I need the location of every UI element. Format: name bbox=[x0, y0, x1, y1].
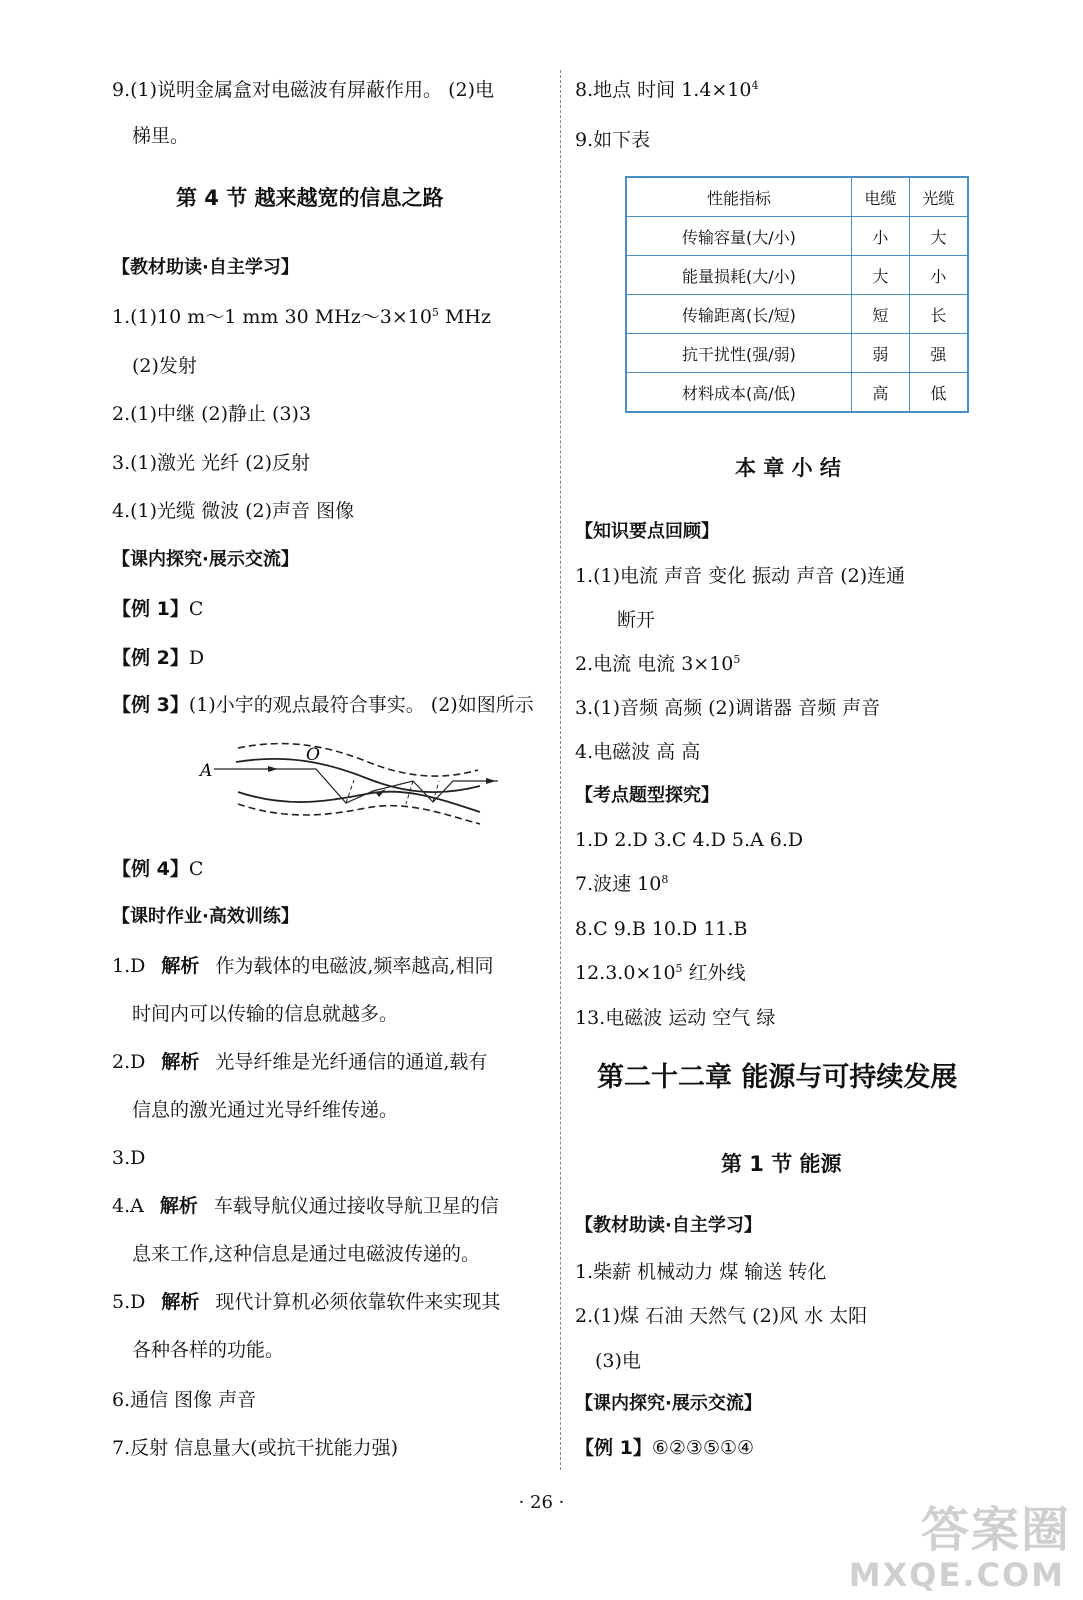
watermark-url: MXQE.COM bbox=[848, 1556, 1065, 1594]
review-3: 3.(1)音频 高频 (2)调谐器 音频 声音 bbox=[575, 697, 881, 719]
header-review: 【知识要点回顾】 bbox=[575, 521, 719, 542]
header-explore-2: 【课内探究·展示交流】 bbox=[575, 1393, 762, 1414]
table-header-row bbox=[626, 177, 968, 217]
review-4: 4.电磁波 高 高 bbox=[575, 741, 701, 763]
table-cell: 传输距离(长/短) bbox=[626, 295, 852, 334]
example-2: 【例 2】D bbox=[112, 647, 205, 669]
comparison-table bbox=[625, 176, 969, 413]
homework-3: 3.D bbox=[112, 1147, 146, 1169]
table-header: 光缆 bbox=[909, 177, 968, 217]
example-4: 【例 4】C bbox=[112, 858, 204, 880]
answer-2: 2.(1)中继 (2)静止 (3)3 bbox=[112, 403, 312, 425]
header-textbook: 【教材助读·自主学习】 bbox=[112, 257, 299, 278]
review-1a: 1.(1)电流 声音 变化 振动 声音 (2)连通 bbox=[575, 565, 906, 587]
table-cell: 抗干扰性(强/弱) bbox=[626, 334, 852, 373]
answer-1b: (2)发射 bbox=[132, 355, 197, 377]
section-4-title: 第 4 节 越来越宽的信息之路 bbox=[176, 186, 444, 210]
table-cell: 能量损耗(大/小) bbox=[626, 256, 852, 295]
page-number: · 26 · bbox=[518, 1492, 565, 1513]
exam-1: 1.D 2.D 3.C 4.D 5.A 6.D bbox=[575, 829, 804, 851]
chapter-22-title: 第二十二章 能源与可持续发展 bbox=[597, 1062, 958, 1093]
table-cell: 短 bbox=[852, 295, 910, 334]
homework-5-line1: 5.D 解析 现代计算机必须依靠软件来实现其 bbox=[112, 1291, 501, 1313]
review-2: 2.电流 电流 $3\times 10^5$ bbox=[575, 653, 741, 675]
diagram-label-a: A bbox=[200, 761, 213, 781]
answer-8: 8.地点 时间 $1.4\times 10^4$ bbox=[575, 79, 759, 101]
homework-4-line2: 息来工作,这种信息是通过电磁波传递的。 bbox=[132, 1243, 481, 1265]
table-cell: 大 bbox=[909, 217, 968, 256]
table-row bbox=[626, 373, 968, 413]
homework-1-line1: 1.D 解析 作为载体的电磁波,频率越高,相同 bbox=[112, 955, 494, 977]
table-cell: 小 bbox=[852, 217, 910, 256]
exam-13: 13.电磁波 运动 空气 绿 bbox=[575, 1007, 776, 1029]
table-cell: 强 bbox=[909, 334, 968, 373]
table-cell: 大 bbox=[852, 256, 910, 295]
homework-4-line1: 4.A 解析 车载导航仪通过接收导航卫星的信 bbox=[112, 1195, 499, 1217]
energy-2: 2.(1)煤 石油 天然气 (2)风 水 太阳 bbox=[575, 1305, 868, 1327]
header-textbook-2: 【教材助读·自主学习】 bbox=[575, 1215, 762, 1236]
exam-12: $12.3.0\times 10^5$ 红外线 bbox=[575, 962, 746, 984]
homework-2-line1: 2.D 解析 光导纤维是光纤通信的通道,载有 bbox=[112, 1051, 488, 1073]
table-cell: 低 bbox=[909, 373, 968, 413]
header-homework: 【课时作业·高效训练】 bbox=[112, 906, 299, 927]
homework-2-line2: 信息的激光通过光导纤维传递。 bbox=[132, 1099, 399, 1121]
homework-7: 7.反射 信息量大(或抗干扰能力强) bbox=[112, 1437, 398, 1459]
answer-3: 3.(1)激光 光纤 (2)反射 bbox=[112, 452, 311, 474]
table-row bbox=[626, 256, 968, 295]
header-explore: 【课内探究·展示交流】 bbox=[112, 549, 299, 570]
q9-line1: 9.(1)说明金属盒对电磁波有屏蔽作用。 (2)电 bbox=[112, 79, 494, 101]
header-exam: 【考点题型探究】 bbox=[575, 785, 719, 806]
energy-3: (3)电 bbox=[595, 1350, 641, 1372]
homework-6: 6.通信 图像 声音 bbox=[112, 1389, 257, 1411]
table-cell: 高 bbox=[852, 373, 910, 413]
example-3: 【例 3】(1)小宇的观点最符合事实。 (2)如图所示 bbox=[112, 694, 534, 716]
table-cell: 小 bbox=[909, 256, 968, 295]
table-cell: 弱 bbox=[852, 334, 910, 373]
homework-5-line2: 各种各样的功能。 bbox=[132, 1339, 285, 1361]
table-row bbox=[626, 217, 968, 256]
table-row bbox=[626, 295, 968, 334]
exam-8: 8.C 9.B 10.D 11.B bbox=[575, 918, 748, 940]
q9-line2: 梯里。 bbox=[132, 125, 190, 147]
table-header: 电缆 bbox=[852, 177, 910, 217]
diagram-label-o: O bbox=[306, 745, 320, 765]
example-1: 【例 1】C bbox=[112, 598, 204, 620]
table-cell: 材料成本(高/低) bbox=[626, 373, 852, 413]
review-1b: 断开 bbox=[617, 609, 656, 631]
table-cell: 传输容量(大/小) bbox=[626, 217, 852, 256]
homework-1-line2: 时间内可以传输的信息就越多。 bbox=[132, 1003, 399, 1025]
table-row bbox=[626, 334, 968, 373]
column-divider bbox=[560, 70, 561, 1470]
exam-7: 7.波速 $10^8$ bbox=[575, 873, 669, 895]
energy-example-1: 【例 1】⑥②③⑤①④ bbox=[575, 1437, 755, 1459]
answer-4: 4.(1)光缆 微波 (2)声音 图像 bbox=[112, 500, 355, 522]
energy-1: 1.柴薪 机械动力 煤 输送 转化 bbox=[575, 1261, 827, 1283]
answer-9: 9.如下表 bbox=[575, 129, 651, 151]
section-1-title: 第 1 节 能源 bbox=[721, 1152, 842, 1176]
chapter-summary-title: 本 章 小 结 bbox=[735, 456, 841, 480]
optical-fiber-diagram bbox=[198, 740, 518, 825]
table-header: 性能指标 bbox=[626, 177, 852, 217]
answer-1a: 1.(1)10 m～1 mm 30 $MHz\sim 3\times 10^5$ MHz bbox=[112, 306, 491, 328]
table-cell: 长 bbox=[909, 295, 968, 334]
watermark-logo-text: 答案圈 bbox=[920, 1502, 1071, 1558]
